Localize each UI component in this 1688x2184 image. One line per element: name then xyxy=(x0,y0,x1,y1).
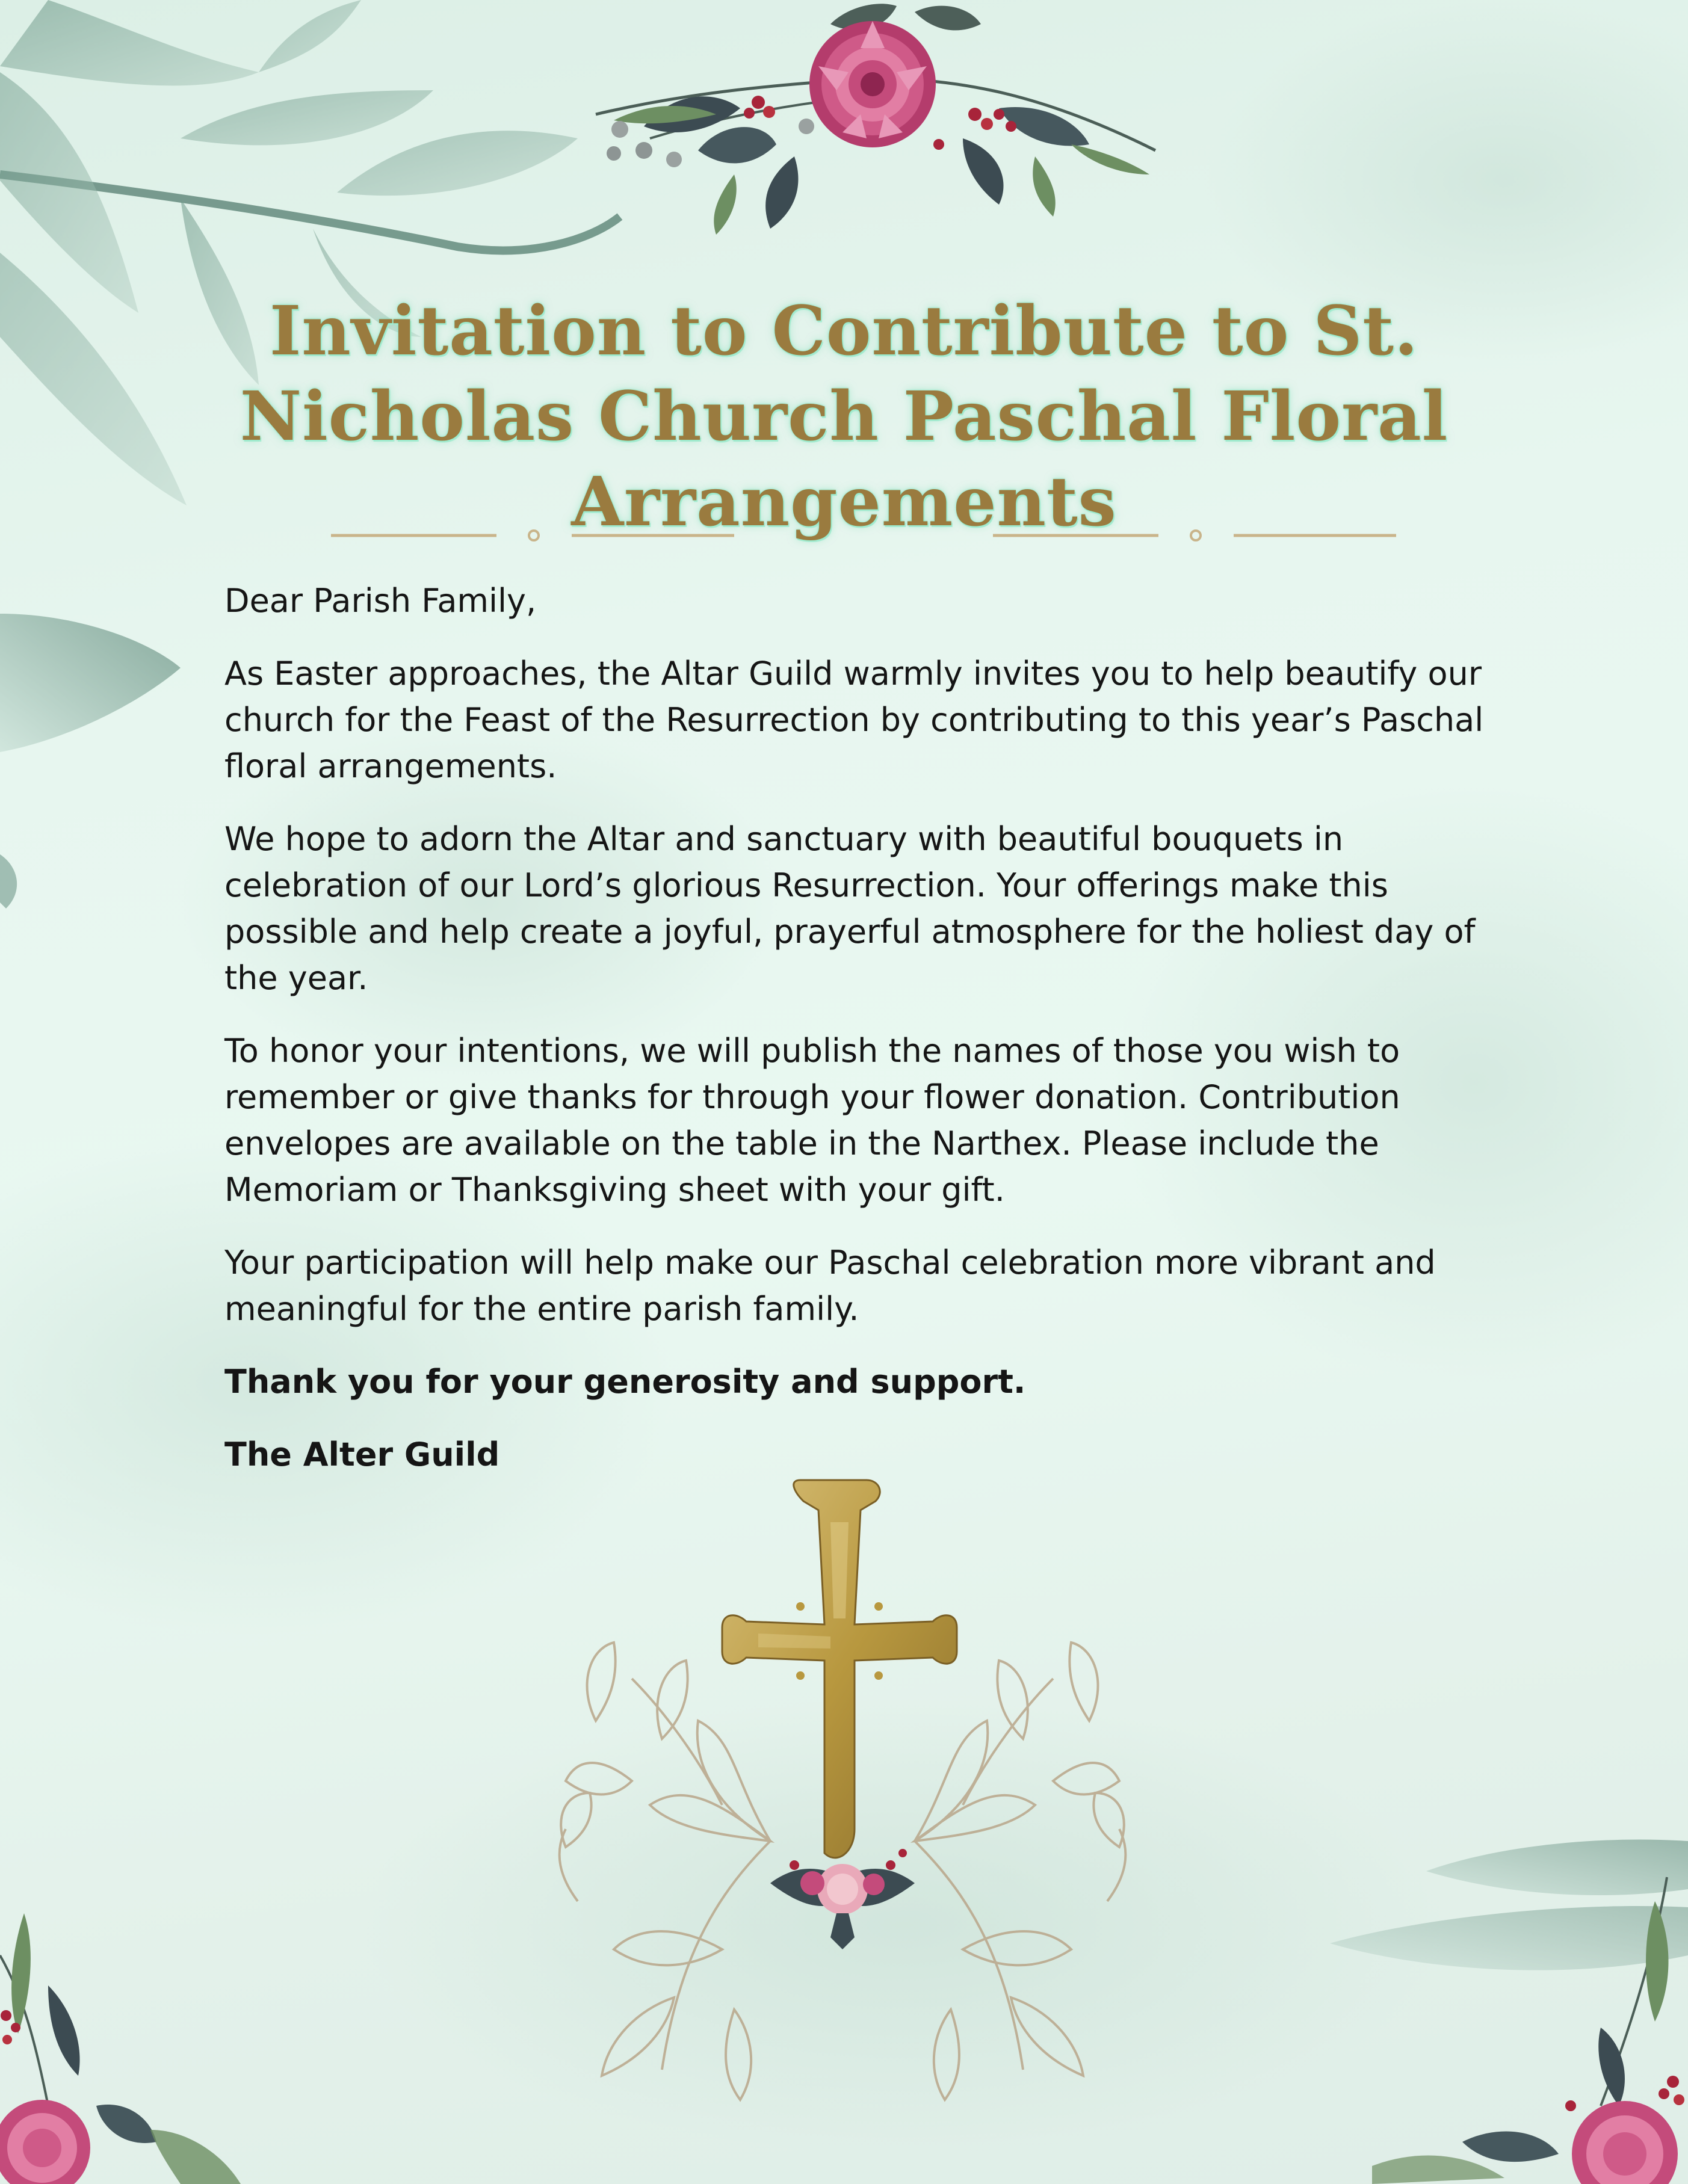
salutation: Dear Parish Family, xyxy=(224,582,537,620)
paragraph-3: To honor your intentions, we will publish the names of those you wish to remember or give thanks for through your flower donation. Contribution envelopes are available on the table in the Narthex. Please include the Memoriam or Thanksgiving sheet with your gift. xyxy=(224,1032,1400,1209)
signature: The Alter Guild xyxy=(224,1436,500,1473)
left-divider-ornament xyxy=(331,517,740,554)
right-divider-ornament xyxy=(993,517,1402,554)
page-title: Invitation to Contribute to St. Nicholas Church Paschal Floral Arrangements xyxy=(240,292,1448,541)
gold-cross-with-lilies-icon xyxy=(542,1468,1143,2118)
rose-corner-icon xyxy=(0,1877,253,2184)
letter-body xyxy=(224,578,1518,1504)
closing-line: Thank you for your generosity and support. xyxy=(224,1363,1026,1401)
paragraph-4: Your participation will help make our Paschal celebration more vibrant and meaningful for the entire parish family. xyxy=(224,1244,1436,1328)
paragraph-2: We hope to adorn the Altar and sanctuary with beautiful bouquets in celebration of our Lord’s glorious Resurrection. Your offerings make this possible and help create a joyful, prayerful atmosphere for the holiest day of the year. xyxy=(224,820,1476,997)
paragraph-1: As Easter approaches, the Altar Guild warmly invites you to help beautify our church for the Feast of the Resurrection by contributing to this year’s Paschal floral arrangements. xyxy=(224,655,1484,785)
floral-bouquet-icon xyxy=(578,0,1167,241)
rose-corner-icon xyxy=(1372,1829,1688,2184)
